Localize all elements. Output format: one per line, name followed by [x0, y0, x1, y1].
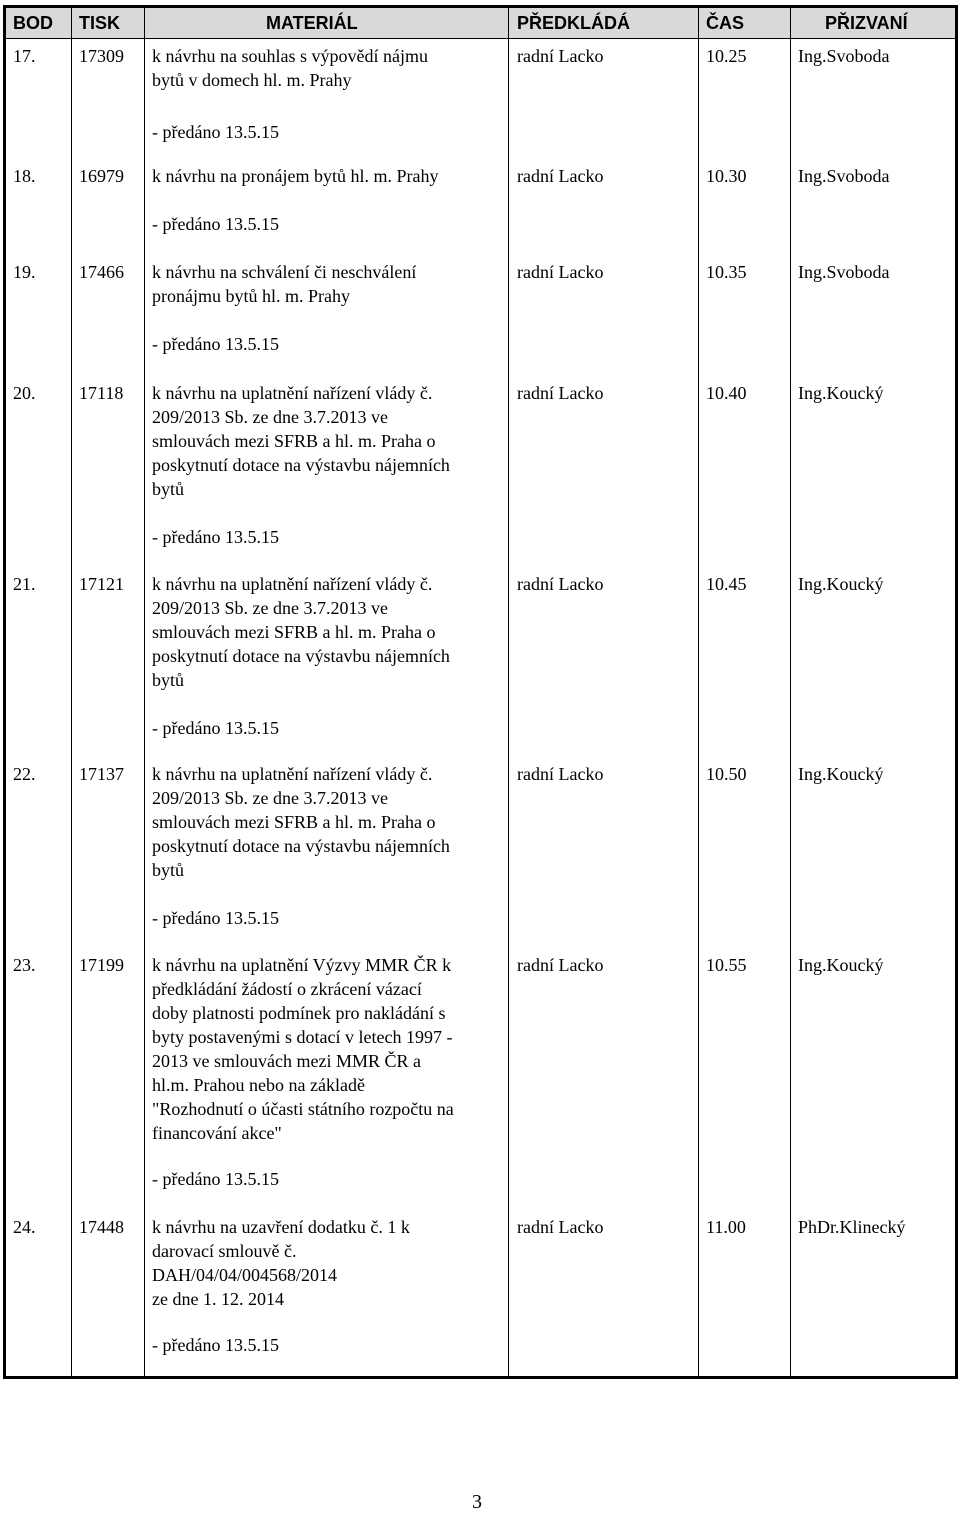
row-tisk: 17118: [79, 383, 124, 403]
material-line: poskytnutí dotace na výstavbu nájemních: [152, 646, 450, 666]
row-delivered-note: - předáno 13.5.15: [152, 908, 279, 928]
row-tisk: 17309: [79, 46, 124, 66]
row-material: [152, 762, 507, 882]
row-time: 10.35: [706, 262, 747, 282]
material-line: doby platnosti podmínek pro nakládání s: [152, 1003, 446, 1023]
row-presenter: radní Lacko: [517, 764, 604, 784]
column-divider: [698, 8, 699, 1376]
material-line: k návrhu na uplatnění nařízení vlády č.: [152, 764, 433, 784]
header-bod: BOD: [13, 13, 53, 33]
column-divider: [71, 8, 72, 1376]
material-line: pronájmu bytů hl. m. Prahy: [152, 286, 350, 306]
row-bod: 21.: [13, 574, 36, 594]
row-delivered-note: - předáno 13.5.15: [152, 122, 279, 142]
row-invited: Ing.Koucký: [798, 764, 884, 784]
row-presenter: radní Lacko: [517, 1217, 604, 1237]
material-line: DAH/04/04/004568/2014: [152, 1265, 338, 1285]
row-time: 11.00: [706, 1217, 746, 1237]
row-material: [152, 260, 507, 308]
row-tisk: 17448: [79, 1217, 124, 1237]
row-time: 10.50: [706, 764, 747, 784]
material-line: předkládání žádostí o zkrácení vázací: [152, 979, 422, 999]
material-line: bytů: [152, 670, 185, 690]
material-line: bytů v domech hl. m. Prahy: [152, 70, 352, 90]
row-material: [152, 1215, 507, 1311]
material-line: 209/2013 Sb. ze dne 3.7.2013 ve: [152, 407, 388, 427]
material-line: smlouvách mezi SFRB a hl. m. Praha o: [152, 812, 436, 832]
row-material: [152, 953, 507, 1145]
row-invited: Ing.Svoboda: [798, 262, 890, 282]
material-line: k návrhu na uplatnění nařízení vlády č.: [152, 574, 433, 594]
material-line: 2013 ve smlouvách mezi MMR ČR a: [152, 1051, 421, 1071]
row-delivered-note: - předáno 13.5.15: [152, 718, 279, 738]
row-time: 10.25: [706, 46, 747, 66]
row-bod: 23.: [13, 955, 36, 975]
row-time: 10.40: [706, 383, 747, 403]
material-line: k návrhu na uzavření dodatku č. 1 k: [152, 1217, 410, 1237]
material-line: poskytnutí dotace na výstavbu nájemních: [152, 455, 450, 475]
row-material: [152, 572, 507, 692]
row-tisk: 17121: [79, 574, 124, 594]
row-delivered-note: - předáno 13.5.15: [152, 527, 279, 547]
row-material: [152, 44, 507, 92]
material-line: bytů: [152, 860, 185, 880]
row-time: 10.55: [706, 955, 747, 975]
material-line: darovací smlouvě č.: [152, 1241, 297, 1261]
row-invited: Ing.Svoboda: [798, 166, 890, 186]
row-presenter: radní Lacko: [517, 574, 604, 594]
column-divider: [790, 8, 791, 1376]
row-invited: Ing.Svoboda: [798, 46, 890, 66]
row-bod: 19.: [13, 262, 36, 282]
row-tisk: 17199: [79, 955, 124, 975]
row-bod: 22.: [13, 764, 36, 784]
row-bod: 18.: [13, 166, 36, 186]
material-line: k návrhu na uplatnění Výzvy MMR ČR k: [152, 955, 452, 975]
material-line: "Rozhodnutí o účasti státního rozpočtu na: [152, 1099, 454, 1119]
row-invited: PhDr.Klinecký: [798, 1217, 906, 1237]
header-predklada: PŘEDKLÁDÁ: [517, 13, 631, 33]
agenda-table: [3, 5, 958, 1379]
row-tisk: 16979: [79, 166, 124, 186]
material-line: smlouvách mezi SFRB a hl. m. Praha o: [152, 431, 436, 451]
row-invited: Ing.Koucký: [798, 574, 884, 594]
row-presenter: radní Lacko: [517, 46, 604, 66]
material-line: k návrhu na pronájem bytů hl. m. Prahy: [152, 166, 439, 186]
row-presenter: radní Lacko: [517, 955, 604, 975]
material-line: financování akce": [152, 1123, 282, 1143]
material-line: 209/2013 Sb. ze dne 3.7.2013 ve: [152, 788, 388, 808]
row-bod: 17.: [13, 46, 36, 66]
row-material: [152, 164, 507, 188]
material-line: byty postavenými s dotací v letech 1997 -: [152, 1027, 453, 1047]
row-time: 10.30: [706, 166, 747, 186]
row-bod: 20.: [13, 383, 36, 403]
row-tisk: 17137: [79, 764, 124, 784]
row-presenter: radní Lacko: [517, 166, 604, 186]
header-cas: ČAS: [706, 13, 745, 33]
column-divider: [508, 8, 509, 1376]
row-presenter: radní Lacko: [517, 262, 604, 282]
header-prizvani: PŘIZVANÍ: [825, 13, 908, 33]
material-line: k návrhu na schválení či neschválení: [152, 262, 417, 282]
material-line: k návrhu na souhlas s výpovědí nájmu: [152, 46, 428, 66]
row-bod: 24.: [13, 1217, 36, 1237]
material-line: poskytnutí dotace na výstavbu nájemních: [152, 836, 450, 856]
row-presenter: radní Lacko: [517, 383, 604, 403]
table-header: [6, 8, 955, 39]
row-material: [152, 381, 507, 501]
column-divider: [144, 8, 145, 1376]
row-invited: Ing.Koucký: [798, 383, 884, 403]
row-delivered-note: - předáno 13.5.15: [152, 214, 279, 234]
header-tisk: TISK: [79, 13, 121, 33]
row-delivered-note: - předáno 13.5.15: [152, 1169, 279, 1189]
material-line: 209/2013 Sb. ze dne 3.7.2013 ve: [152, 598, 388, 618]
row-invited: Ing.Koucký: [798, 955, 884, 975]
row-delivered-note: - předáno 13.5.15: [152, 1335, 279, 1355]
material-line: hl.m. Prahou nebo na základě: [152, 1075, 365, 1095]
material-line: bytů: [152, 479, 185, 499]
material-line: smlouvách mezi SFRB a hl. m. Praha o: [152, 622, 436, 642]
page-number: 3: [472, 1491, 482, 1513]
material-line: k návrhu na uplatnění nařízení vlády č.: [152, 383, 433, 403]
row-delivered-note: - předáno 13.5.15: [152, 334, 279, 354]
header-material: MATERIÁL: [266, 13, 358, 33]
row-tisk: 17466: [79, 262, 124, 282]
row-time: 10.45: [706, 574, 747, 594]
material-line: ze dne 1. 12. 2014: [152, 1289, 284, 1309]
